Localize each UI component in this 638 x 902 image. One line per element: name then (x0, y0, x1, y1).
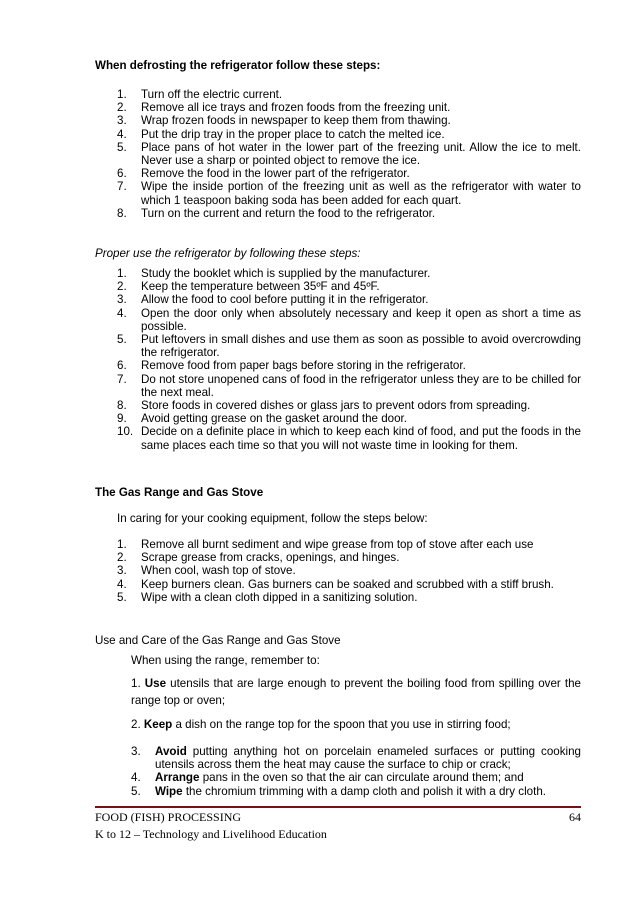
list-item: 5. Wipe the chromium trimming with a damp cloth and polish it with a dry cloth. (131, 784, 547, 798)
list-item (117, 425, 581, 451)
defrost-heading: When defrosting the refrigerator follow these steps: (95, 59, 381, 72)
list-item (117, 101, 581, 114)
list-item-text: Allow the food to cool before putting it in the refrigerator. (141, 293, 429, 307)
list-item-number: 10. (117, 425, 134, 439)
list-item-text: Wrap frozen foods in newspaper to keep them from thawing. (141, 114, 451, 128)
gas-range-steps-list (117, 538, 581, 604)
list-item (117, 538, 581, 551)
list-item-number: 4. (117, 127, 127, 141)
list-item-text: Keep burners clean. Gas burners can be soaked and scrubbed with a stiff brush. (141, 577, 554, 591)
list-item (117, 180, 581, 206)
list-item (117, 551, 581, 564)
list-item-text: Remove the food in the lower part of the refrigerator. (141, 167, 410, 181)
list-item: 4. Arrange pans in the oven so that the air can circulate around them; and (131, 771, 524, 785)
list-item-text: Place pans of hot water in the lower part of the freezing unit. Allow the ice to melt. Never use a sharp or pointed object to remove the ice. (141, 140, 581, 168)
list-item (117, 578, 581, 591)
list-item-number: 2. (117, 280, 127, 294)
page-number: 64 (569, 810, 581, 824)
list-item-text: Put leftovers in small dishes and use them as soon as possible to avoid overcrowding the refrigerator. (141, 333, 581, 360)
gas-range-heading: The Gas Range and Gas Stove (95, 486, 264, 499)
list-item-text: Remove all ice trays and frozen foods from the freezing unit. (141, 101, 451, 115)
list-item-text: Turn off the electric current. (141, 88, 283, 101)
list-item (117, 267, 581, 280)
list-item: 3. Avoid putting anything hot on porcelain enameled surfaces or putting cooking utensils across them the heat may cause the surface to chip or crack; (131, 745, 581, 772)
use-care-intro: When using the range, remember to: (131, 654, 320, 667)
list-item-text: Scrape grease from cracks, openings, and hinges. (141, 551, 400, 565)
list-item (117, 399, 581, 412)
list-item-number: 4. (117, 577, 127, 591)
list-item-number: 8. (117, 206, 127, 220)
list-item-number: 3. (117, 293, 127, 307)
list-item (117, 359, 581, 372)
proper-use-steps-list (117, 267, 581, 452)
list-item (117, 373, 581, 399)
proper-use-heading: Proper use the refrigerator by following these steps: (95, 247, 361, 260)
list-item-text: Put the drip tray in the proper place to catch the melted ice. (141, 127, 445, 141)
list-item-text: Remove all burnt sediment and wipe grease from top of stove after each use (141, 538, 534, 551)
list-item-text: Do not store unopened cans of food in the refrigerator unless they are to be chilled for the next meal. (141, 372, 581, 399)
list-item-text: Turn on the current and return the food to the refrigerator. (141, 206, 436, 220)
list-item-number: 3. (117, 564, 127, 578)
list-item-text: Decide on a definite place in which to keep each kind of food, and put the foods in the same places each time so that you will not waste time in looking for them. (141, 425, 581, 452)
list-item-text: Wipe the inside portion of the freezing unit as well as the refrigerator with water to which 1 teaspoon baking soda has been added for each quart. (141, 180, 581, 207)
list-item-text: Store foods in covered dishes or glass jars to prevent odors from spreading. (141, 399, 531, 413)
use-care-item-1: 1. Use utensils that are large enough to prevent the boiling food from spilling over the range top or oven; (131, 677, 581, 707)
gas-range-intro: In caring for your cooking equipment, follow the steps below: (117, 512, 428, 525)
list-item-number: 6. (117, 359, 127, 373)
footer-title: FOOD (FISH) PROCESSING (95, 810, 242, 824)
list-item-text: Open the door only when absolutely necessary and keep it open as short a time as possible. (141, 306, 581, 333)
list-item-text: Wipe with a clean cloth dipped in a sanitizing solution. (141, 590, 418, 604)
list-item-number: 5. (117, 333, 127, 347)
list-item (117, 333, 581, 359)
list-item (117, 293, 581, 306)
list-item (117, 128, 581, 141)
list-item-text: When cool, wash top of stove. (141, 564, 296, 578)
list-item-number: 1. (117, 88, 127, 101)
use-care-item-2: 2. Keep a dish on the range top for the spoon that you use in stirring food; (131, 718, 511, 731)
list-item-number: 6. (117, 167, 127, 181)
list-item (117, 207, 581, 220)
list-item-text: Study the booklet which is supplied by the manufacturer. (141, 267, 431, 280)
list-item (117, 280, 581, 293)
list-item-number: 3. (117, 114, 127, 128)
footer-rule (95, 806, 581, 808)
list-item-number: 2. (117, 551, 127, 565)
list-item-number: 4. (117, 306, 127, 320)
list-item (117, 412, 581, 425)
list-item-number: 1. (117, 267, 127, 280)
list-item (117, 88, 581, 101)
list-item (117, 307, 581, 333)
list-item-number: 5. (117, 590, 127, 604)
list-item-number: 2. (117, 101, 127, 115)
defrost-steps-list (117, 88, 581, 220)
use-care-steps-list (131, 745, 581, 798)
list-item (117, 564, 581, 577)
list-item (117, 167, 581, 180)
list-item-number: 7. (117, 180, 127, 194)
list-item (117, 141, 581, 167)
list-item-text: Avoid getting grease on the gasket around the door. (141, 412, 407, 426)
list-item (117, 591, 581, 604)
list-item-number: 9. (117, 412, 127, 426)
list-item-number: 7. (117, 372, 127, 386)
list-item-text: Keep the temperature between 35ºF and 45ºF. (141, 280, 380, 294)
list-item (117, 114, 581, 127)
list-item-text: Remove food from paper bags before storing in the refrigerator. (141, 359, 466, 373)
list-item-number: 5. (117, 140, 127, 154)
list-item-number: 8. (117, 399, 127, 413)
list-item-number: 1. (117, 538, 127, 551)
footer-subtitle: K to 12 – Technology and Livelihood Education (95, 827, 327, 841)
use-care-heading: Use and Care of the Gas Range and Gas Stove (95, 634, 341, 647)
